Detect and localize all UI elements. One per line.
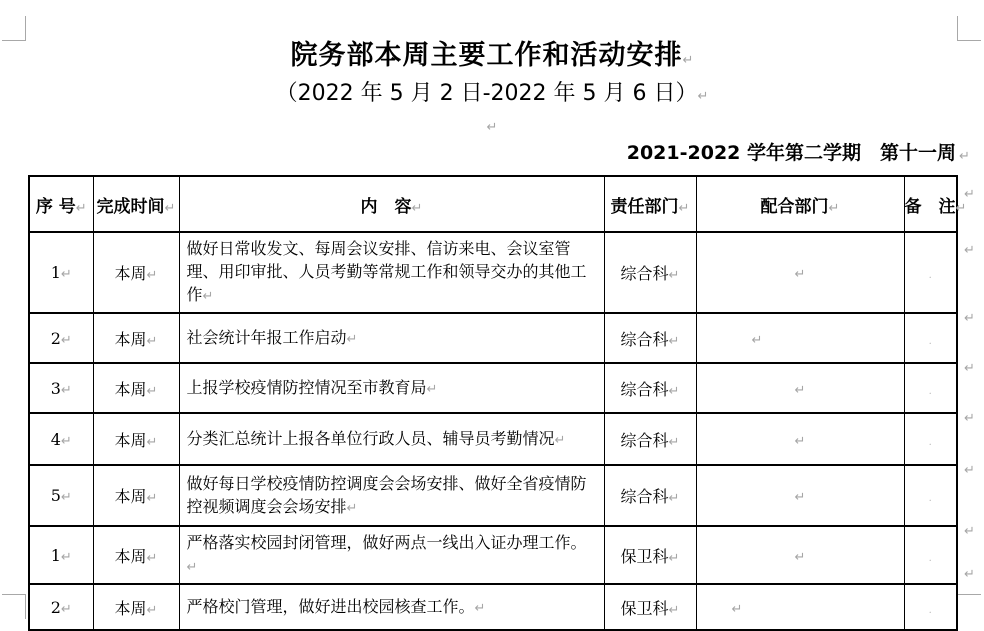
return-mark-icon: ↵ <box>794 267 806 282</box>
table-row <box>29 313 957 363</box>
cell-time <box>93 584 179 630</box>
document-subtitle <box>28 79 956 112</box>
return-mark-icon: ↵ <box>346 331 358 347</box>
cell-dept <box>604 313 696 363</box>
cell-dept <box>604 232 696 313</box>
content-text: 做好每日学校疫情防控调度会会场安排、做好全省疫情防控视频调度会会场安排 <box>186 473 587 516</box>
cell-time <box>93 465 179 526</box>
return-mark-icon: ↵ <box>964 524 975 539</box>
content-text: 严格落实校园封闭管理，做好两点一线出入证办理工作。 <box>186 533 587 552</box>
time-text: 本周 <box>114 430 147 450</box>
document-subtitle-text: （2022 年 5 月 2 日-2022 年 5 月 6 日） <box>275 81 698 106</box>
return-mark-icon: ↵ <box>964 311 975 326</box>
return-mark-icon: ↵ <box>668 383 680 399</box>
row-number: 2 <box>50 328 61 348</box>
cell-content <box>179 363 604 413</box>
cell-dept <box>604 526 696 584</box>
table-row <box>29 465 957 526</box>
return-mark-icon: ↵ <box>75 200 87 216</box>
header-label: 序 号 <box>35 196 76 217</box>
table-row <box>29 232 957 313</box>
cell-no <box>29 363 93 413</box>
return-mark-icon: ↵ <box>668 268 680 283</box>
header-label: 完成时间 <box>96 196 165 217</box>
cell-end-dot: . <box>928 436 932 448</box>
row-number: 1 <box>50 263 61 282</box>
return-mark-icon: ↵ <box>60 433 72 449</box>
cell-time <box>93 313 179 363</box>
return-mark-icon: ↵ <box>554 432 566 448</box>
header-label: 备 注 <box>904 196 956 217</box>
return-mark-icon: ↵ <box>146 434 158 450</box>
cell-note <box>904 413 957 465</box>
time-text: 本周 <box>114 487 147 506</box>
margin-corner-top-left-mark <box>2 16 26 41</box>
header-cell-content <box>179 176 604 232</box>
document-content <box>28 40 975 631</box>
cell-coop <box>696 465 904 526</box>
return-mark-icon: ↵ <box>668 491 680 506</box>
cell-no <box>29 313 93 363</box>
schedule-table <box>28 175 967 631</box>
table-row <box>29 413 957 465</box>
row-number: 4 <box>50 429 61 449</box>
return-mark-icon: ↵ <box>60 601 72 617</box>
return-mark-icon: ↵ <box>346 500 358 516</box>
cell-time <box>93 363 179 413</box>
return-mark-icon: ↵ <box>964 187 975 202</box>
time-text: 本周 <box>114 546 147 566</box>
return-mark-icon: ↵ <box>964 567 975 582</box>
time-text: 本周 <box>114 379 147 399</box>
return-mark-icon: ↵ <box>794 549 806 565</box>
row-number: 1 <box>50 545 61 565</box>
return-mark-icon: ↵ <box>964 463 975 478</box>
header-label: 内 容 <box>360 196 412 217</box>
content-text: 社会统计年报工作启动 <box>186 327 347 347</box>
cell-coop <box>696 413 904 465</box>
cell-no <box>29 232 93 313</box>
return-mark-icon: ↵ <box>697 89 709 104</box>
dept-text: 保卫科 <box>620 598 669 618</box>
cell-coop <box>696 584 904 630</box>
return-mark-icon: ↵ <box>964 361 975 376</box>
margin-corner-top-right-mark <box>957 16 981 41</box>
cell-coop <box>696 232 904 313</box>
cell-end-dot: . <box>928 604 932 616</box>
dept-text: 综合科 <box>620 329 669 349</box>
term-week-text: 2021-2022 学年第二学期 第十一周 <box>626 142 956 164</box>
dept-text: 综合科 <box>620 430 669 450</box>
cell-end-dot: . <box>928 335 932 347</box>
row-number: 3 <box>50 378 61 398</box>
content-text: 做好日常收发文、每周会议安排、信访来电、会议室管理、用印审批、人员考勤等常规工作和领导交办的其他工作 <box>186 239 587 304</box>
row-number: 2 <box>50 597 61 617</box>
cell-end-dot: . <box>928 493 932 504</box>
cell-coop <box>696 313 904 363</box>
header-label: 配合部门 <box>760 196 829 217</box>
cell-content <box>179 232 604 313</box>
return-mark-icon: ↵ <box>682 53 694 68</box>
content-text: 分类汇总统计上报各单位行政人员、辅导员考勤情况 <box>186 428 555 448</box>
time-text: 本周 <box>114 598 147 618</box>
cell-end-dot: . <box>928 385 932 397</box>
return-mark-icon: ↵ <box>828 200 840 216</box>
cell-note <box>904 584 957 630</box>
return-mark-icon: ↵ <box>794 490 806 505</box>
return-mark-icon: ↵ <box>146 333 158 349</box>
return-mark-icon: ↵ <box>731 601 743 617</box>
return-mark-icon: ↵ <box>678 200 690 216</box>
return-mark-icon: ↵ <box>202 289 214 304</box>
return-mark-icon: ↵ <box>60 549 72 565</box>
return-mark-icon: ↵ <box>146 268 158 283</box>
cell-content <box>179 313 604 363</box>
return-mark-icon: ↵ <box>794 433 806 449</box>
margin-corner-bottom-left-mark <box>2 594 26 619</box>
return-mark-icon: ↵ <box>955 200 967 216</box>
return-mark-icon: ↵ <box>146 602 158 618</box>
table-header-row <box>29 176 957 232</box>
return-mark-icon: ↵ <box>164 200 176 216</box>
cell-no <box>29 413 93 465</box>
cell-content <box>179 465 604 526</box>
cell-coop <box>696 526 904 584</box>
cell-no <box>29 526 93 584</box>
margin-corner-bottom-right-mark <box>957 594 981 619</box>
term-week-line <box>28 140 970 166</box>
row-number: 5 <box>50 486 61 505</box>
header-label: 责任部门 <box>610 196 679 217</box>
return-mark-icon: ↵ <box>668 434 680 450</box>
header-cell-note <box>904 176 967 232</box>
cell-note <box>904 313 957 363</box>
return-mark-icon: ↵ <box>474 600 486 616</box>
cell-end-dot: . <box>928 270 932 281</box>
cell-coop <box>696 363 904 413</box>
return-mark-icon: ↵ <box>186 560 198 575</box>
content-text: 严格校门管理，做好进出校园核查工作。 <box>186 596 475 616</box>
table-row <box>29 363 957 413</box>
return-mark-icon: ↵ <box>486 120 498 135</box>
cell-note <box>904 232 957 313</box>
return-mark-icon: ↵ <box>668 602 680 618</box>
return-mark-icon: ↵ <box>60 267 72 282</box>
cell-content <box>179 526 604 584</box>
dept-text: 综合科 <box>620 487 669 506</box>
return-mark-icon: ↵ <box>794 382 806 398</box>
cell-note <box>904 363 957 413</box>
cell-content <box>179 584 604 630</box>
return-mark-icon: ↵ <box>60 382 72 398</box>
return-mark-icon: ↵ <box>411 200 423 216</box>
cell-time <box>93 413 179 465</box>
return-mark-icon: ↵ <box>964 243 975 258</box>
cell-time <box>93 232 179 313</box>
empty-paragraph <box>28 112 956 140</box>
header-cell-no <box>29 176 93 232</box>
dept-text: 综合科 <box>620 264 669 283</box>
return-mark-icon: ↵ <box>959 149 970 164</box>
dept-text: 综合科 <box>620 379 669 399</box>
time-text: 本周 <box>114 264 147 283</box>
document-title <box>28 40 956 77</box>
return-mark-icon: ↵ <box>146 550 158 566</box>
table-row <box>29 584 957 630</box>
content-text: 上报学校疫情防控情况至市教育局 <box>186 377 427 397</box>
cell-dept <box>604 465 696 526</box>
header-cell-dept <box>604 176 696 232</box>
return-mark-icon: ↵ <box>426 381 438 397</box>
return-mark-icon: ↵ <box>146 383 158 399</box>
cell-time <box>93 526 179 584</box>
time-text: 本周 <box>114 329 147 349</box>
header-cell-coop <box>696 176 904 232</box>
cell-content <box>179 413 604 465</box>
cell-dept <box>604 363 696 413</box>
return-mark-icon: ↵ <box>751 332 763 348</box>
return-mark-icon: ↵ <box>668 550 680 566</box>
cell-no <box>29 584 93 630</box>
return-mark-icon: ↵ <box>964 411 975 426</box>
header-cell-time <box>93 176 179 232</box>
dept-text: 保卫科 <box>620 546 669 566</box>
return-mark-icon: ↵ <box>60 332 72 348</box>
return-mark-icon: ↵ <box>60 490 72 505</box>
cell-no <box>29 465 93 526</box>
cell-note <box>904 526 957 584</box>
cell-dept <box>604 584 696 630</box>
schedule-table-area <box>28 175 975 631</box>
return-mark-icon: ↵ <box>146 491 158 506</box>
cell-end-dot: . <box>928 552 932 564</box>
table-row <box>29 526 957 584</box>
document-title-text: 院务部本周主要工作和活动安排 <box>290 40 683 71</box>
return-mark-icon: ↵ <box>668 333 680 349</box>
cell-dept <box>604 413 696 465</box>
cell-note <box>904 465 957 526</box>
